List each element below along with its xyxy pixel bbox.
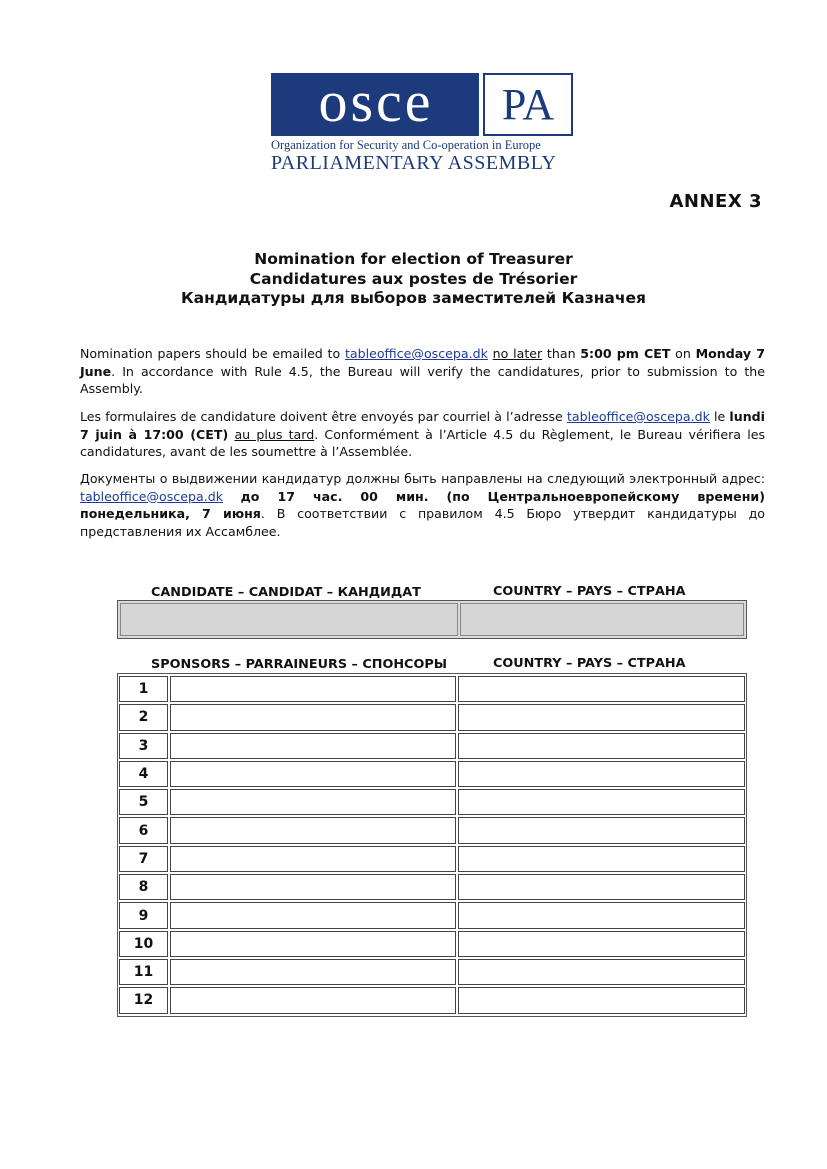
- candidate-country-header: COUNTRY – PAYS – СТРАНА: [493, 584, 686, 599]
- sponsor-number: 7: [119, 846, 168, 872]
- sponsor-country-field[interactable]: [458, 789, 745, 815]
- table-row: [119, 816, 745, 844]
- sponsor-country-field[interactable]: [458, 676, 745, 702]
- sponsor-number: 6: [119, 817, 168, 843]
- sponsors-table: [117, 673, 747, 1017]
- document-titles: [0, 250, 827, 309]
- sponsor-number: 5: [119, 789, 168, 815]
- sponsor-name-field[interactable]: [170, 761, 456, 787]
- table-row: [119, 675, 745, 703]
- table-row: [119, 901, 745, 929]
- sponsor-country-field[interactable]: [458, 733, 745, 759]
- sponsor-name-field[interactable]: [170, 874, 456, 900]
- sponsor-number: 10: [119, 931, 168, 957]
- sponsor-number: 11: [119, 959, 168, 985]
- sponsor-number: 2: [119, 704, 168, 730]
- sponsor-name-field[interactable]: [170, 733, 456, 759]
- logo-pa-block: PA: [483, 73, 573, 136]
- sponsor-name-field[interactable]: [170, 987, 456, 1013]
- sponsors-header: SPONSORS – PARRAINEURS – СПОНСОРЫ: [151, 657, 447, 672]
- sponsor-country-field[interactable]: [458, 931, 745, 957]
- table-row: [119, 986, 745, 1014]
- title-en: Nomination for election of Treasurer: [254, 250, 573, 268]
- sponsor-country-field[interactable]: [458, 761, 745, 787]
- sponsors-country-header: COUNTRY – PAYS – СТРАНА: [493, 656, 686, 671]
- instructions-fr: Les formulaires de candidature doivent être envoyés par courriel à l’adresse tableoffice@oscepa.dk le lundi 7 juin à 17:00 (CET) au plus tard. Conformément à l’Article 4.5 du Règlement, le Bureau vérifiera les candidatures, avant de les soumettre à l’Assemblée.: [80, 409, 766, 460]
- sponsor-name-field[interactable]: [170, 817, 456, 843]
- candidate-header: CANDIDATE – CANDIDAT – КАНДИДАТ: [151, 585, 421, 600]
- sponsor-country-field[interactable]: [458, 987, 745, 1013]
- table-row: [119, 958, 745, 986]
- sponsor-country-field[interactable]: [458, 704, 745, 730]
- title-fr: Candidatures aux postes de Trésorier: [249, 269, 578, 288]
- email-link-fr[interactable]: tableoffice@oscepa.dk: [566, 409, 710, 424]
- instructions-en: Nomination papers should be emailed to tableoffice@oscepa.dk no later than 5:00 pm CET on Monday 7 June. In accordance with Rule 4.5, the Bureau will verify the candidatures, prior to submission to the Assembly.: [80, 346, 765, 397]
- email-link-en[interactable]: tableoffice@oscepa.dk: [344, 346, 488, 361]
- candidate-country-field[interactable]: [460, 603, 744, 636]
- title-ru: Кандидатуры для выборов заместителей Казначея: [181, 289, 646, 307]
- sponsor-country-field[interactable]: [458, 817, 745, 843]
- sponsor-name-field[interactable]: [170, 931, 456, 957]
- table-row: [119, 873, 745, 901]
- sponsor-name-field[interactable]: [170, 902, 456, 928]
- logo-osce-block: o s c e: [271, 73, 479, 136]
- logo-assembly-name: PARLIAMENTARY ASSEMBLY: [271, 152, 557, 174]
- table-row: [119, 788, 745, 816]
- sponsor-number: 9: [119, 902, 168, 928]
- sponsor-country-field[interactable]: [458, 846, 745, 872]
- sponsor-name-field[interactable]: [170, 846, 456, 872]
- table-row: [119, 930, 745, 958]
- candidate-row: [117, 600, 747, 639]
- instructions-ru: Документы о выдвижении кандидатур должны быть направлены на следующий электронный адрес: tableoffice@oscepa.dk до 17 час. 00 мин. (по Центральноевропейскому времени) понедельника, 7 июня. В соответствии с правилом 4.5 Бюро утвердит кандидатуры до представления их Ассамблее.: [80, 471, 765, 539]
- sponsor-country-field[interactable]: [458, 874, 745, 900]
- annex-label: ANNEX 3: [669, 191, 762, 212]
- logo-subtitle: Organization for Security and Co-operation in Europe: [271, 138, 541, 152]
- sponsor-name-field[interactable]: [170, 789, 456, 815]
- sponsor-number: 4: [119, 761, 168, 787]
- table-row: [119, 760, 745, 788]
- sponsor-number: 12: [119, 987, 168, 1013]
- table-row: [119, 703, 745, 731]
- sponsor-name-field[interactable]: [170, 704, 456, 730]
- oscepa-logo: [271, 68, 573, 175]
- sponsor-number: 8: [119, 874, 168, 900]
- sponsor-name-field[interactable]: [170, 676, 456, 702]
- email-link-ru[interactable]: tableoffice@oscepa.dk: [80, 488, 223, 504]
- candidate-name-field[interactable]: [120, 603, 458, 636]
- sponsor-number: 1: [119, 676, 168, 702]
- table-row: [119, 845, 745, 873]
- table-row: [119, 732, 745, 760]
- sponsor-country-field[interactable]: [458, 959, 745, 985]
- sponsor-country-field[interactable]: [458, 902, 745, 928]
- sponsor-name-field[interactable]: [170, 959, 456, 985]
- sponsor-number: 3: [119, 733, 168, 759]
